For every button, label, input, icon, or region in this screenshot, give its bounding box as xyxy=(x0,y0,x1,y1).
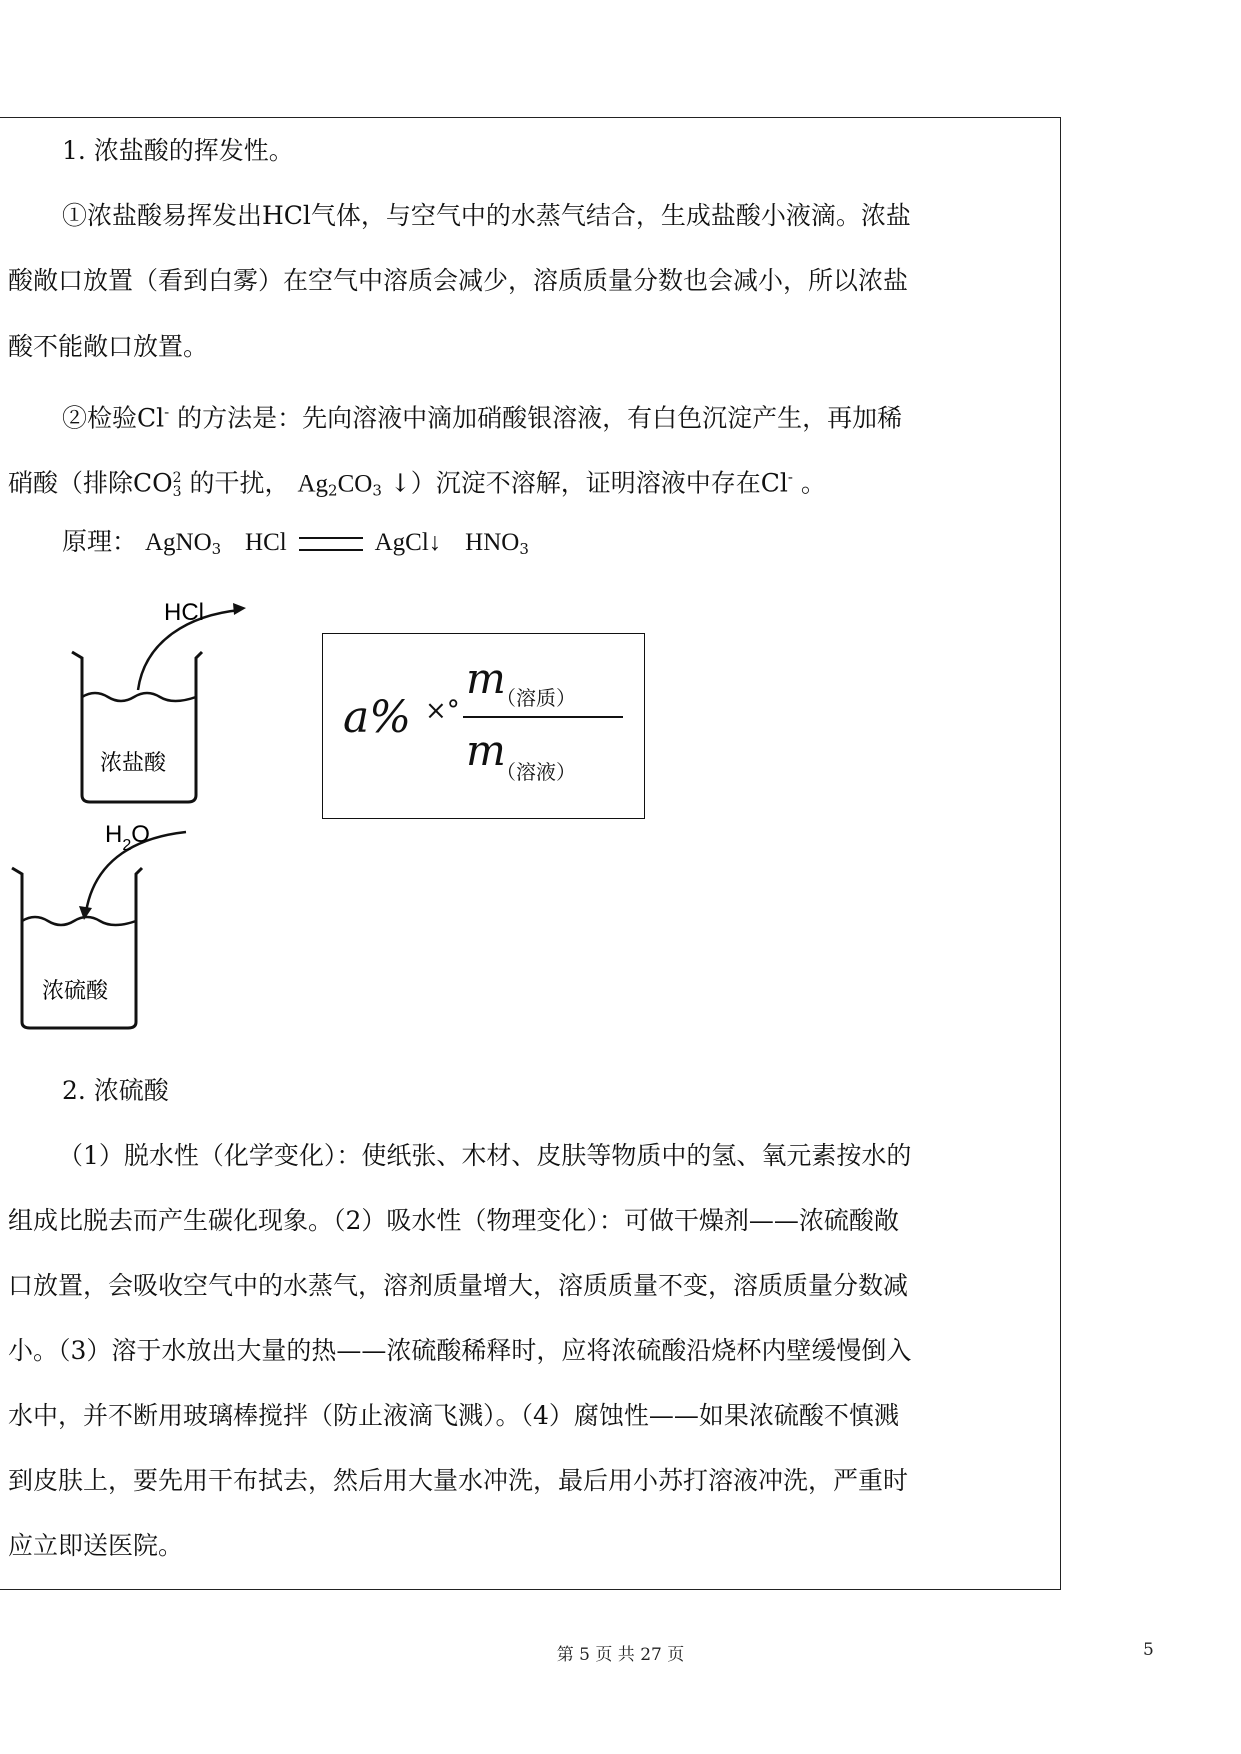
equals-sign-icon xyxy=(299,537,363,551)
section1-title: 1. 浓盐酸的挥发性。 xyxy=(62,136,294,165)
beaker1-label: 浓盐酸 xyxy=(100,750,167,775)
beaker-hcl-figure xyxy=(60,580,260,810)
section2-line: 组成比脱去而产生碳化现象。（2）吸水性（物理变化）：可做干燥剂——浓硫酸敞 xyxy=(8,1206,899,1235)
section2-title: 2. 浓硫酸 xyxy=(62,1076,169,1105)
beaker1-gas-label: HCl xyxy=(164,599,204,626)
formula-numerator-m: m xyxy=(466,654,506,703)
paragraph2-line1: ②检验Cl- 的方法是：先向溶液中滴加硝酸银溶液，有白色沉淀产生，再加稀 xyxy=(62,403,903,433)
page-footer: 第 5 页 共 27 页 xyxy=(556,1645,685,1665)
section2-line: 应立即送医院。 xyxy=(8,1531,184,1560)
formula-denominator-m: m xyxy=(466,726,506,775)
mass-fraction-formula-box xyxy=(322,633,645,819)
section2-line: （1）脱水性（化学变化）：使纸张、木材、皮肤等物质中的氢、氧元素按水的 xyxy=(58,1141,912,1170)
principle-equation: 原理： AgNO$_3$ HCl AgCl↓ $HNO_3$ xyxy=(62,527,529,558)
section2-line: 到皮肤上，要先用干布拭去，然后用大量水冲洗，最后用小苏打溶液冲洗，严重时 xyxy=(8,1466,909,1495)
beaker2-gas-label: $H_2O$ xyxy=(105,821,150,854)
section2-line: 水中，并不断用玻璃棒搅拌（防止液滴飞溅）。（4）腐蚀性——如果浓硫酸不慎溅 xyxy=(8,1401,899,1430)
beaker2-label: 浓硫酸 xyxy=(42,978,109,1003)
formula-operator: ×° xyxy=(425,696,460,726)
section2-line: 口放置，会吸收空气中的水蒸气，溶剂质量增大，溶质质量不变，溶质质量分数减 xyxy=(8,1271,909,1300)
paragraph2-line2: 硝酸（排除CO 2 3 的干扰， $Ag_2CO_3$ ↓）沉淀不溶解，证明溶液中存在Cl- 。 xyxy=(8,468,826,500)
formula-numerator-subscript: （溶质） xyxy=(496,686,576,710)
fraction-bar xyxy=(463,716,623,718)
formula-denominator-subscript: （溶液） xyxy=(496,760,576,784)
section2-line: 小。（3）溶于水放出大量的热——浓硫酸稀释时，应将浓硫酸沿烧杯内壁缓慢倒入 xyxy=(8,1336,912,1365)
formula-lhs: a% xyxy=(343,692,412,743)
paragraph1-line2: 酸敞口放置（看到白雾）在空气中溶质会减少，溶质质量分数也会减小，所以浓盐 xyxy=(8,266,909,295)
beaker-h2so4-figure xyxy=(0,812,210,1037)
page-number: 5 xyxy=(1143,1640,1154,1660)
paragraph1-line1: ①浓盐酸易挥发出HCl气体，与空气中的水蒸气结合，生成盐酸小液滴。浓盐 xyxy=(62,201,911,230)
paragraph1-line3: 酸不能敞口放置。 xyxy=(8,332,209,361)
